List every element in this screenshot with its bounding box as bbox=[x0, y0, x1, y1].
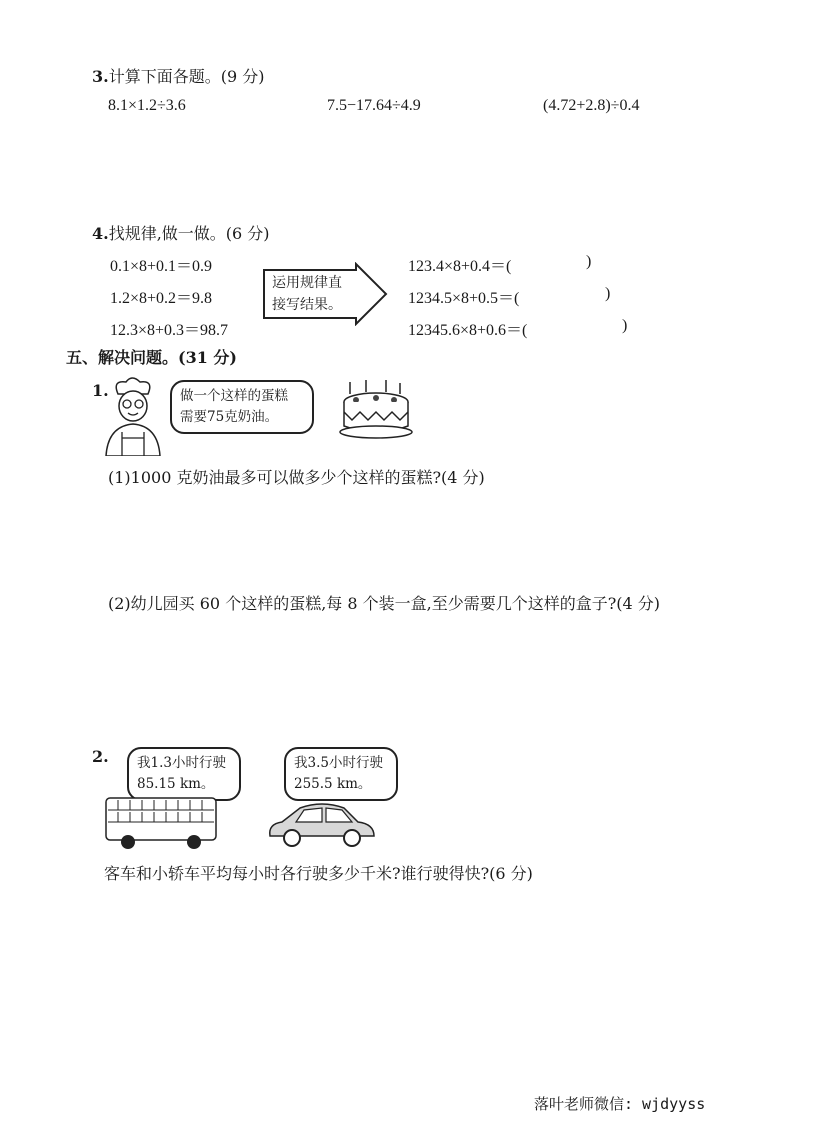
chef-bubble-line-1: 做一个这样的蛋糕 bbox=[180, 388, 288, 404]
q4-right-3-close: ) bbox=[622, 317, 628, 334]
p1-number: 1. bbox=[92, 381, 109, 400]
q4-title: 找规律,做一做。(6 分) bbox=[108, 224, 270, 243]
arrow-text bbox=[272, 272, 342, 316]
q3-expr-3: (4.72+2.8)÷0.4 bbox=[543, 97, 640, 114]
q4-right-1: 123.4×8+0.4＝( bbox=[408, 258, 512, 275]
bus-bubble-line-2: 85.15 km。 bbox=[137, 776, 215, 792]
chef-bubble-line-2: 需要75克奶油。 bbox=[180, 409, 279, 425]
chef-illustration bbox=[102, 376, 164, 456]
car-bubble-line-1: 我3.5小时行驶 bbox=[294, 755, 383, 771]
p2-question: 客车和小轿车平均每小时各行驶多少千米?谁行驶得快?(6 分) bbox=[104, 864, 533, 883]
p2-number: 2. bbox=[92, 747, 109, 766]
car-speech-bubble bbox=[284, 747, 398, 801]
q4-left-2: 1.2×8+0.2＝9.8 bbox=[110, 290, 213, 307]
bus-bubble-line-1: 我1.3小时行驶 bbox=[137, 755, 226, 771]
q4-left-1: 0.1×8+0.1＝0.9 bbox=[110, 258, 213, 275]
arrow-text-line-1: 运用规律直 bbox=[272, 275, 342, 291]
q4-right-1-close: ) bbox=[586, 253, 592, 270]
q4-heading bbox=[92, 221, 270, 244]
q3-heading bbox=[92, 64, 264, 87]
q4-number: 4. bbox=[92, 224, 109, 243]
rule-arrow bbox=[262, 262, 390, 330]
q3-expr-1: 8.1×1.2÷3.6 bbox=[108, 97, 186, 114]
bus-speech-bubble bbox=[127, 747, 241, 801]
arrow-text-line-2: 接写结果。 bbox=[272, 297, 342, 313]
q3-number: 3. bbox=[92, 67, 109, 86]
q3-title: 计算下面各题。(9 分) bbox=[108, 67, 265, 86]
q4-right-2-close: ) bbox=[605, 285, 611, 302]
q4-right-2: 1234.5×8+0.5＝( bbox=[408, 290, 520, 307]
p1-sub1: (1)1000 克奶油最多可以做多少个这样的蛋糕?(4 分) bbox=[108, 468, 485, 487]
section5-title: 五、解决问题。(31 分) bbox=[66, 348, 237, 367]
car-illustration bbox=[266, 798, 378, 852]
p1-sub2: (2)幼儿园买 60 个这样的蛋糕,每 8 个装一盒,至少需要几个这样的盒子?(4 分) bbox=[108, 594, 661, 613]
q3-expr-2: 7.5−17.64÷4.9 bbox=[327, 97, 421, 114]
footer-contact: 落叶老师微信: wjdyyss bbox=[534, 1095, 706, 1113]
q4-left-3: 12.3×8+0.3＝98.7 bbox=[110, 322, 229, 339]
chef-speech-bubble bbox=[170, 380, 314, 434]
car-bubble-line-2: 255.5 km。 bbox=[294, 776, 372, 792]
cake-illustration bbox=[336, 378, 416, 440]
bus-illustration bbox=[104, 794, 218, 852]
q4-right-3: 12345.6×8+0.6＝( bbox=[408, 322, 528, 339]
